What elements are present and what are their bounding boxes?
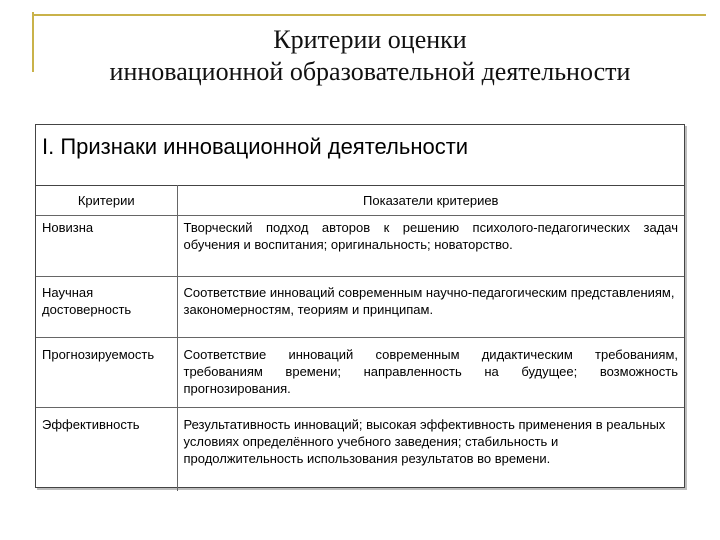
slide-title-line-2: инновационной образовательной деятельности [109, 57, 631, 86]
criteria-table [36, 185, 684, 491]
section-heading: I. Признаки инновационной деятельности [42, 134, 469, 159]
table-header-row [36, 186, 684, 216]
content-card [35, 124, 685, 488]
indicator-cell: Соответствие инноваций современным научно-педагогическим представлениям, закономерностям, теориям и принципам. [177, 277, 684, 338]
criterion-cell: Новизна [36, 216, 177, 277]
header-criteria: Критерии [36, 186, 177, 216]
slide-title [40, 24, 700, 88]
table-row [36, 338, 684, 408]
indicator-cell: Соответствие инноваций современным дидактическим требованиям, требованиям времени; направленность на будущее; возможность прогнозирования. [177, 338, 684, 408]
criterion-cell: Эффективность [36, 408, 177, 492]
decorative-vertical-line [32, 12, 34, 72]
header-indicators: Показатели критериев [177, 186, 684, 216]
indicator-cell: Результативность инноваций; высокая эффективность применения в реальных условиях определённого учебного заведения; стабильность и продолжительность использования результатов во времени. [177, 408, 684, 492]
table-row [36, 277, 684, 338]
table-row [36, 408, 684, 492]
criterion-cell: Прогнозируемость [36, 338, 177, 408]
slide-title-line-1: Критерии оценки [273, 25, 467, 54]
indicator-cell: Творческий подход авторов к решению психолого-педагогических задач обучения и воспитания; оригинальность; новаторство. [177, 216, 684, 277]
decorative-horizontal-line [32, 14, 706, 16]
criterion-cell: Научная достоверность [36, 277, 177, 338]
table-row [36, 216, 684, 277]
